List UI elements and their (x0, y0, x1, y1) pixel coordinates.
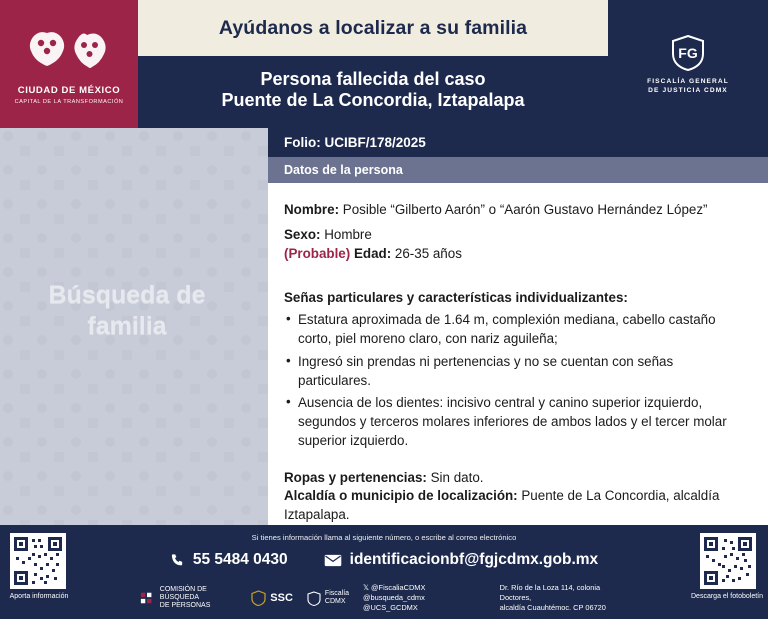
qr-right-caption: Descarga el fotoboletín (691, 593, 763, 600)
ssc-shield-icon (251, 590, 266, 606)
comision-line-2: DE PERSONAS (159, 602, 211, 610)
subhead-band (138, 56, 608, 128)
svg-text:FG: FG (678, 44, 698, 61)
subhead-line-1: Persona fallecida del caso (260, 68, 486, 89)
qr-left-caption: Aporta información (9, 593, 69, 600)
comision-line-1: COMISIÓN DE BÚSQUEDA (159, 585, 207, 601)
nombre-row (284, 201, 748, 220)
qr-code-aporta-informacion[interactable] (10, 533, 66, 589)
phone-icon (170, 553, 185, 568)
alcaldia-label: Alcaldía o municipio de localización: (284, 488, 518, 504)
sexo-label: Sexo: (284, 227, 321, 243)
list-item: • Ausencia de los dientes: incisivo central y canino superior izquierdo, segundos y terceros molares inferiores de ambos lados y el tercer molar superior izquierdo. (284, 394, 748, 450)
fiscalia-small-line-2: CDMX (324, 598, 346, 605)
fiscalia-line-1: FISCALÍA GENERAL (647, 77, 729, 85)
senas-title-text: Señas particulares y características individualizantes: (284, 289, 628, 305)
headline-band (138, 0, 608, 56)
nombre-value: Posible “Gilberto Aarón” o “Aarón Gustavo Hernández López” (342, 202, 708, 218)
left-panel-label-line-2: familia (87, 312, 167, 341)
email-contact[interactable] (324, 551, 599, 569)
subhead-line-2: Puente de La Concordia, Iztapalapa (221, 90, 525, 110)
social-handles (363, 583, 468, 613)
list-item: • Estatura aproximada de 1.64 m, complexión mediana, cabello castaño corto, piel moreno claro, con nariz aguileña; (284, 311, 748, 349)
fiscalia-small-line-1: Fiscalía (324, 589, 350, 597)
address-line-1: Dr. Río de la Loza 114, colonia Doctores, (499, 583, 601, 602)
fiscalia-line-2: DE JUSTICIA CDMX (648, 86, 728, 94)
comision-busqueda-logo (140, 586, 237, 610)
footer-logos (140, 581, 618, 615)
folio-value: UCIBF/178/2025 (324, 134, 426, 150)
ssc-logo (251, 590, 293, 606)
fiscalia-brand-block (608, 0, 768, 128)
office-address (500, 583, 618, 613)
record-content (268, 183, 768, 525)
qr-code-fotoboletin[interactable] (700, 533, 756, 589)
phone-number: 55 5484 0430 (192, 551, 288, 568)
fiscalia-small-logo (307, 590, 349, 606)
envelope-icon (324, 554, 342, 567)
cdmx-logo-icon (17, 29, 121, 75)
social-line-1: 𝕏 @FiscaliaCDMX (363, 583, 426, 593)
fgj-logo-icon (671, 35, 705, 71)
ropas-label: Ropas y pertenencias: (284, 469, 427, 485)
nombre-label: Nombre: (284, 202, 340, 218)
poster-header (0, 0, 768, 128)
header-center (138, 0, 608, 128)
content-spacer-2 (284, 455, 748, 469)
ropas-row (284, 469, 748, 488)
content-spacer-1 (284, 275, 748, 289)
edad-row (284, 245, 748, 264)
cdmx-brand-block (0, 0, 138, 128)
footer-note: Si tienes información llama al siguiente número, o escribe al correo electrónico (251, 533, 517, 542)
edad-value: 26-35 años (394, 245, 462, 261)
poster-footer (0, 525, 768, 619)
left-panel-label-line-1: Búsqueda de (48, 281, 206, 309)
senas-list (284, 311, 748, 450)
fiscalia-small-icon (307, 591, 321, 606)
poster-body (0, 128, 768, 525)
edad-label: Edad: (353, 245, 392, 261)
poster-headline: Ayúdanos a localizar a su familia (218, 16, 528, 39)
ssc-label: SSC (270, 592, 293, 604)
record-panel (268, 128, 768, 525)
senas-title (284, 289, 748, 308)
folio-bar (268, 128, 768, 157)
section-header-datos: Datos de la persona (268, 157, 768, 184)
ropas-value: Sin dato. (430, 469, 484, 485)
phone-contact[interactable] (170, 551, 288, 569)
folio-label: Folio: (284, 134, 321, 150)
list-item: • Ingresó sin prendas ni pertenencias y no se cuentan con señas particulares. (284, 353, 748, 391)
alcaldia-row (284, 487, 748, 525)
sexo-row (284, 226, 748, 245)
contact-row (0, 551, 768, 569)
comision-busqueda-icon (140, 590, 156, 606)
address-line-2: alcaldía Cuauhtémoc. CP 06720 (499, 602, 606, 612)
email-address: identificacionbf@fgjcdmx.gob.mx (349, 551, 599, 568)
sexo-value: Hombre (324, 227, 372, 243)
cdmx-subtitle: CAPITAL DE LA TRANSFORMACIÓN (14, 99, 124, 105)
left-panel-label (0, 280, 254, 343)
cdmx-title: CIUDAD DE MÉXICO (17, 85, 121, 96)
edad-probable-tag: (Probable) (284, 245, 351, 261)
alcaldia-value: Puente de La Concordia, alcaldía Iztapalapa. (284, 488, 720, 523)
social-line-2: @busqueda_cdmx @UCS_GCDMX (363, 593, 425, 612)
photo-placeholder-panel (0, 128, 268, 525)
